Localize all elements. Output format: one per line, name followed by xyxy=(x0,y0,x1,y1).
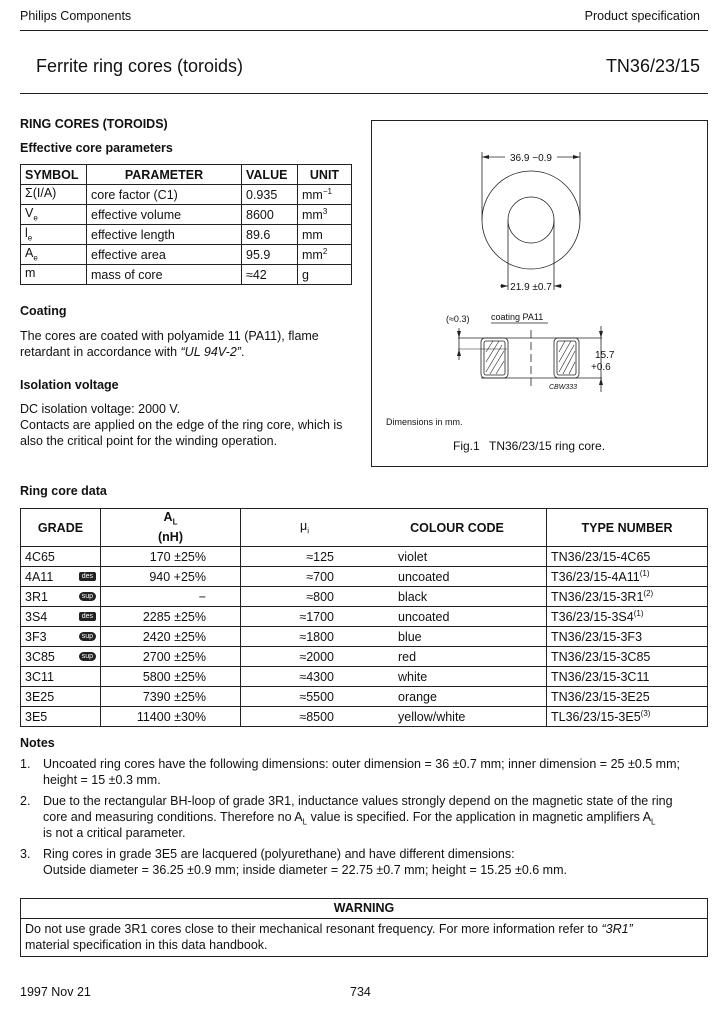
notes-title: Notes xyxy=(20,736,55,750)
outer-diameter-label: 36.9 −0.9 xyxy=(510,153,552,164)
al-cell: 7390 ±25% xyxy=(101,687,241,707)
note-2-line-3: is not a critical parameter. xyxy=(43,826,186,840)
col-al: $A_L$ (nH) xyxy=(101,509,241,547)
note-1-line-1: Uncoated ring cores have the following dimensions: outer dimension = 36 ±0.7 mm; inner dimension = 25 ±0.5 mm; xyxy=(43,757,680,771)
ring-row xyxy=(21,547,708,567)
ring-row xyxy=(21,567,708,587)
symbol-cell: m xyxy=(21,265,87,285)
value-cell: 8600 xyxy=(242,205,298,225)
drawing-code: CBW333 xyxy=(549,384,578,391)
note-2-line-1: Due to the rectangular BH-loop of grade 3R1, inductance values strongly depend on the magnetic state of the ring xyxy=(43,794,673,808)
al-cell: 2700 ±25% xyxy=(101,647,241,667)
note-3-number: 3. xyxy=(20,847,31,861)
col-value: VALUE xyxy=(242,165,298,185)
figure-caption: TN36/23/15 ring core. xyxy=(489,439,606,453)
page-title: Ferrite ring cores (toroids) xyxy=(36,56,244,76)
col-unit: UNIT xyxy=(298,165,352,185)
inner-circle xyxy=(508,197,554,243)
coating-text-1: The cores are coated with polyamide 11 (PA11), flame xyxy=(20,329,319,343)
doc-type: Product specification xyxy=(584,9,700,23)
ring-row xyxy=(21,587,708,607)
al-cell: 2420 ±25% xyxy=(101,627,241,647)
outer-circle xyxy=(482,171,580,269)
al-cell: 11400 ±30% xyxy=(101,707,241,727)
note-1-line-2: height = 15 ±0.3 mm. xyxy=(43,773,161,787)
coating-title: Coating xyxy=(20,304,67,318)
figure-label: Fig.1 xyxy=(453,439,480,453)
mu-cell: ≈800 xyxy=(241,587,369,607)
type-cell: T36/23/15-4A11$^{(1)}$ xyxy=(547,567,708,587)
colour-cell: violet xyxy=(368,547,547,567)
type-cell: TN36/23/15-3C11 xyxy=(547,667,708,687)
ring-row xyxy=(21,607,708,627)
height-label-1: 15.7 xyxy=(595,350,615,361)
mu-cell: ≈1800 xyxy=(241,627,369,647)
gap-label: (≈0.3) xyxy=(446,314,470,324)
sup-badge: sup xyxy=(79,632,96,641)
col-parameter: PARAMETER xyxy=(87,165,242,185)
al-cell: 2285 ±25% xyxy=(101,607,241,627)
type-cell: TN36/23/15-3C85 xyxy=(547,647,708,667)
footer-date: 1997 Nov 21 xyxy=(20,985,91,999)
grade-cell: 3S4 des xyxy=(21,607,101,627)
company-name: Philips Components xyxy=(20,9,132,23)
parameter-cell: core factor (C1) xyxy=(87,185,242,205)
unit-cell: g xyxy=(298,265,352,285)
ring-header-row xyxy=(21,509,708,547)
symbol-cell: $A_e$ xyxy=(21,245,87,265)
symbol-cell: $V_e$ xyxy=(21,205,87,225)
ring-row xyxy=(21,647,708,667)
col-mu: $\mu_i$ xyxy=(241,509,369,547)
grade-cell: 3C85 sup xyxy=(21,647,101,667)
grade-cell: 4A11 des xyxy=(21,567,101,587)
mu-cell: ≈5500 xyxy=(241,687,369,707)
des-badge: des xyxy=(79,612,96,621)
inner-diameter-label: 21.9 ±0.7 xyxy=(510,282,552,293)
col-symbol: SYMBOL xyxy=(21,165,87,185)
mu-cell: ≈8500 xyxy=(241,707,369,727)
grade-cell: 3R1 sup xyxy=(21,587,101,607)
col-type: TYPE NUMBER xyxy=(547,509,708,547)
type-cell: T36/23/15-3S4$^{(1)}$ xyxy=(547,607,708,627)
value-cell: ≈42 xyxy=(242,265,298,285)
mu-cell: ≈700 xyxy=(241,567,369,587)
mu-cell: ≈2000 xyxy=(241,647,369,667)
colour-cell: blue xyxy=(368,627,547,647)
symbol-cell: $l_e$ xyxy=(21,225,87,245)
value-cell: 0.935 xyxy=(242,185,298,205)
colour-cell: white xyxy=(368,667,547,687)
warning-title: WARNING xyxy=(21,899,707,919)
ring-row xyxy=(21,707,708,727)
parameter-cell: effective area xyxy=(87,245,242,265)
sup-badge: sup xyxy=(79,592,96,601)
grade-cell: 4C65 xyxy=(21,547,101,567)
mu-cell: ≈125 xyxy=(241,547,369,567)
colour-cell: uncoated xyxy=(368,607,547,627)
unit-cell: $mm^3$ xyxy=(298,205,352,225)
isolation-title: Isolation voltage xyxy=(20,378,119,392)
warning-text: Do not use grade 3R1 cores close to their mechanical resonant frequency. For more information refer to “3R1” material specification in this data handbook. xyxy=(25,922,633,952)
type-cell: TN36/23/15-3E25 xyxy=(547,687,708,707)
ring-row xyxy=(21,687,708,707)
unit-cell: $mm^{-1}$ xyxy=(298,185,352,205)
sup-badge: sup xyxy=(79,652,96,661)
type-cell: TN36/23/15-3F3 xyxy=(547,627,708,647)
page-number: 734 xyxy=(350,985,371,999)
ring-row xyxy=(21,627,708,647)
mu-cell: ≈1700 xyxy=(241,607,369,627)
warning-box xyxy=(20,898,708,957)
des-badge: des xyxy=(79,572,96,581)
ring-data-title: Ring core data xyxy=(20,484,107,498)
unit-cell: mm xyxy=(298,225,352,245)
type-cell: TN36/23/15-4C65 xyxy=(547,547,708,567)
note-1-number: 1. xyxy=(20,757,31,771)
al-cell: − xyxy=(101,587,241,607)
unit-cell: $mm^2$ xyxy=(298,245,352,265)
isolation-text-1: DC isolation voltage: 2000 V. xyxy=(20,402,181,416)
symbol-cell: Σ(I/A) xyxy=(21,185,87,205)
value-cell: 95.9 xyxy=(242,245,298,265)
grade-cell: 3F3 sup xyxy=(21,627,101,647)
coating-label: coating PA11 xyxy=(491,312,544,322)
params-title: Effective core parameters xyxy=(20,141,173,155)
note-3-line-2: Outside diameter = 36.25 ±0.9 mm; inside diameter = 22.75 ±0.7 mm; height = 15.25 ±0.6 mm. xyxy=(43,863,567,877)
note-2-number: 2. xyxy=(20,794,31,808)
part-number: TN36/23/15 xyxy=(605,56,700,76)
colour-cell: black xyxy=(368,587,547,607)
colour-cell: orange xyxy=(368,687,547,707)
al-cell: 170 ±25% xyxy=(101,547,241,567)
col-colour: COLOUR CODE xyxy=(368,509,547,547)
note-3-line-1: Ring cores in grade 3E5 are lacquered (polyurethane) and have different dimensions: xyxy=(43,847,515,861)
colour-cell: red xyxy=(368,647,547,667)
ring-core-drawing xyxy=(0,0,720,470)
colour-cell: yellow/white xyxy=(368,707,547,727)
ring-core-table xyxy=(20,508,708,727)
coating-text-2: retardant in accordance with “UL 94V-2”. xyxy=(20,345,245,359)
section-title: RING CORES (TOROIDS) xyxy=(20,117,168,131)
grade-cell: 3E5 xyxy=(21,707,101,727)
grade-cell: 3E25 xyxy=(21,687,101,707)
height-label-2: +0.6 xyxy=(591,362,611,373)
type-cell: TL36/23/15-3E5$^{(3)}$ xyxy=(547,707,708,727)
ring-row xyxy=(21,667,708,687)
col-grade: GRADE xyxy=(21,509,101,547)
parameter-cell: effective volume xyxy=(87,205,242,225)
parameter-cell: effective length xyxy=(87,225,242,245)
al-cell: 940 +25% xyxy=(101,567,241,587)
type-cell: TN36/23/15-3R1$^{(2)}$ xyxy=(547,587,708,607)
note-2-line-2: core and measuring conditions. Therefore no $A_L$ value is specified. For the application in magnetic amplifiers $A_L$ xyxy=(43,810,656,827)
isolation-text-3: also the critical point for the winding operation. xyxy=(20,434,278,448)
grade-cell: 3C11 xyxy=(21,667,101,687)
al-cell: 5800 ±25% xyxy=(101,667,241,687)
colour-cell: uncoated xyxy=(368,567,547,587)
parameter-cell: mass of core xyxy=(87,265,242,285)
isolation-text-2: Contacts are applied on the edge of the ring core, which is xyxy=(20,418,343,432)
dimensions-note: Dimensions in mm. xyxy=(386,417,463,427)
value-cell: 89.6 xyxy=(242,225,298,245)
mu-cell: ≈4300 xyxy=(241,667,369,687)
